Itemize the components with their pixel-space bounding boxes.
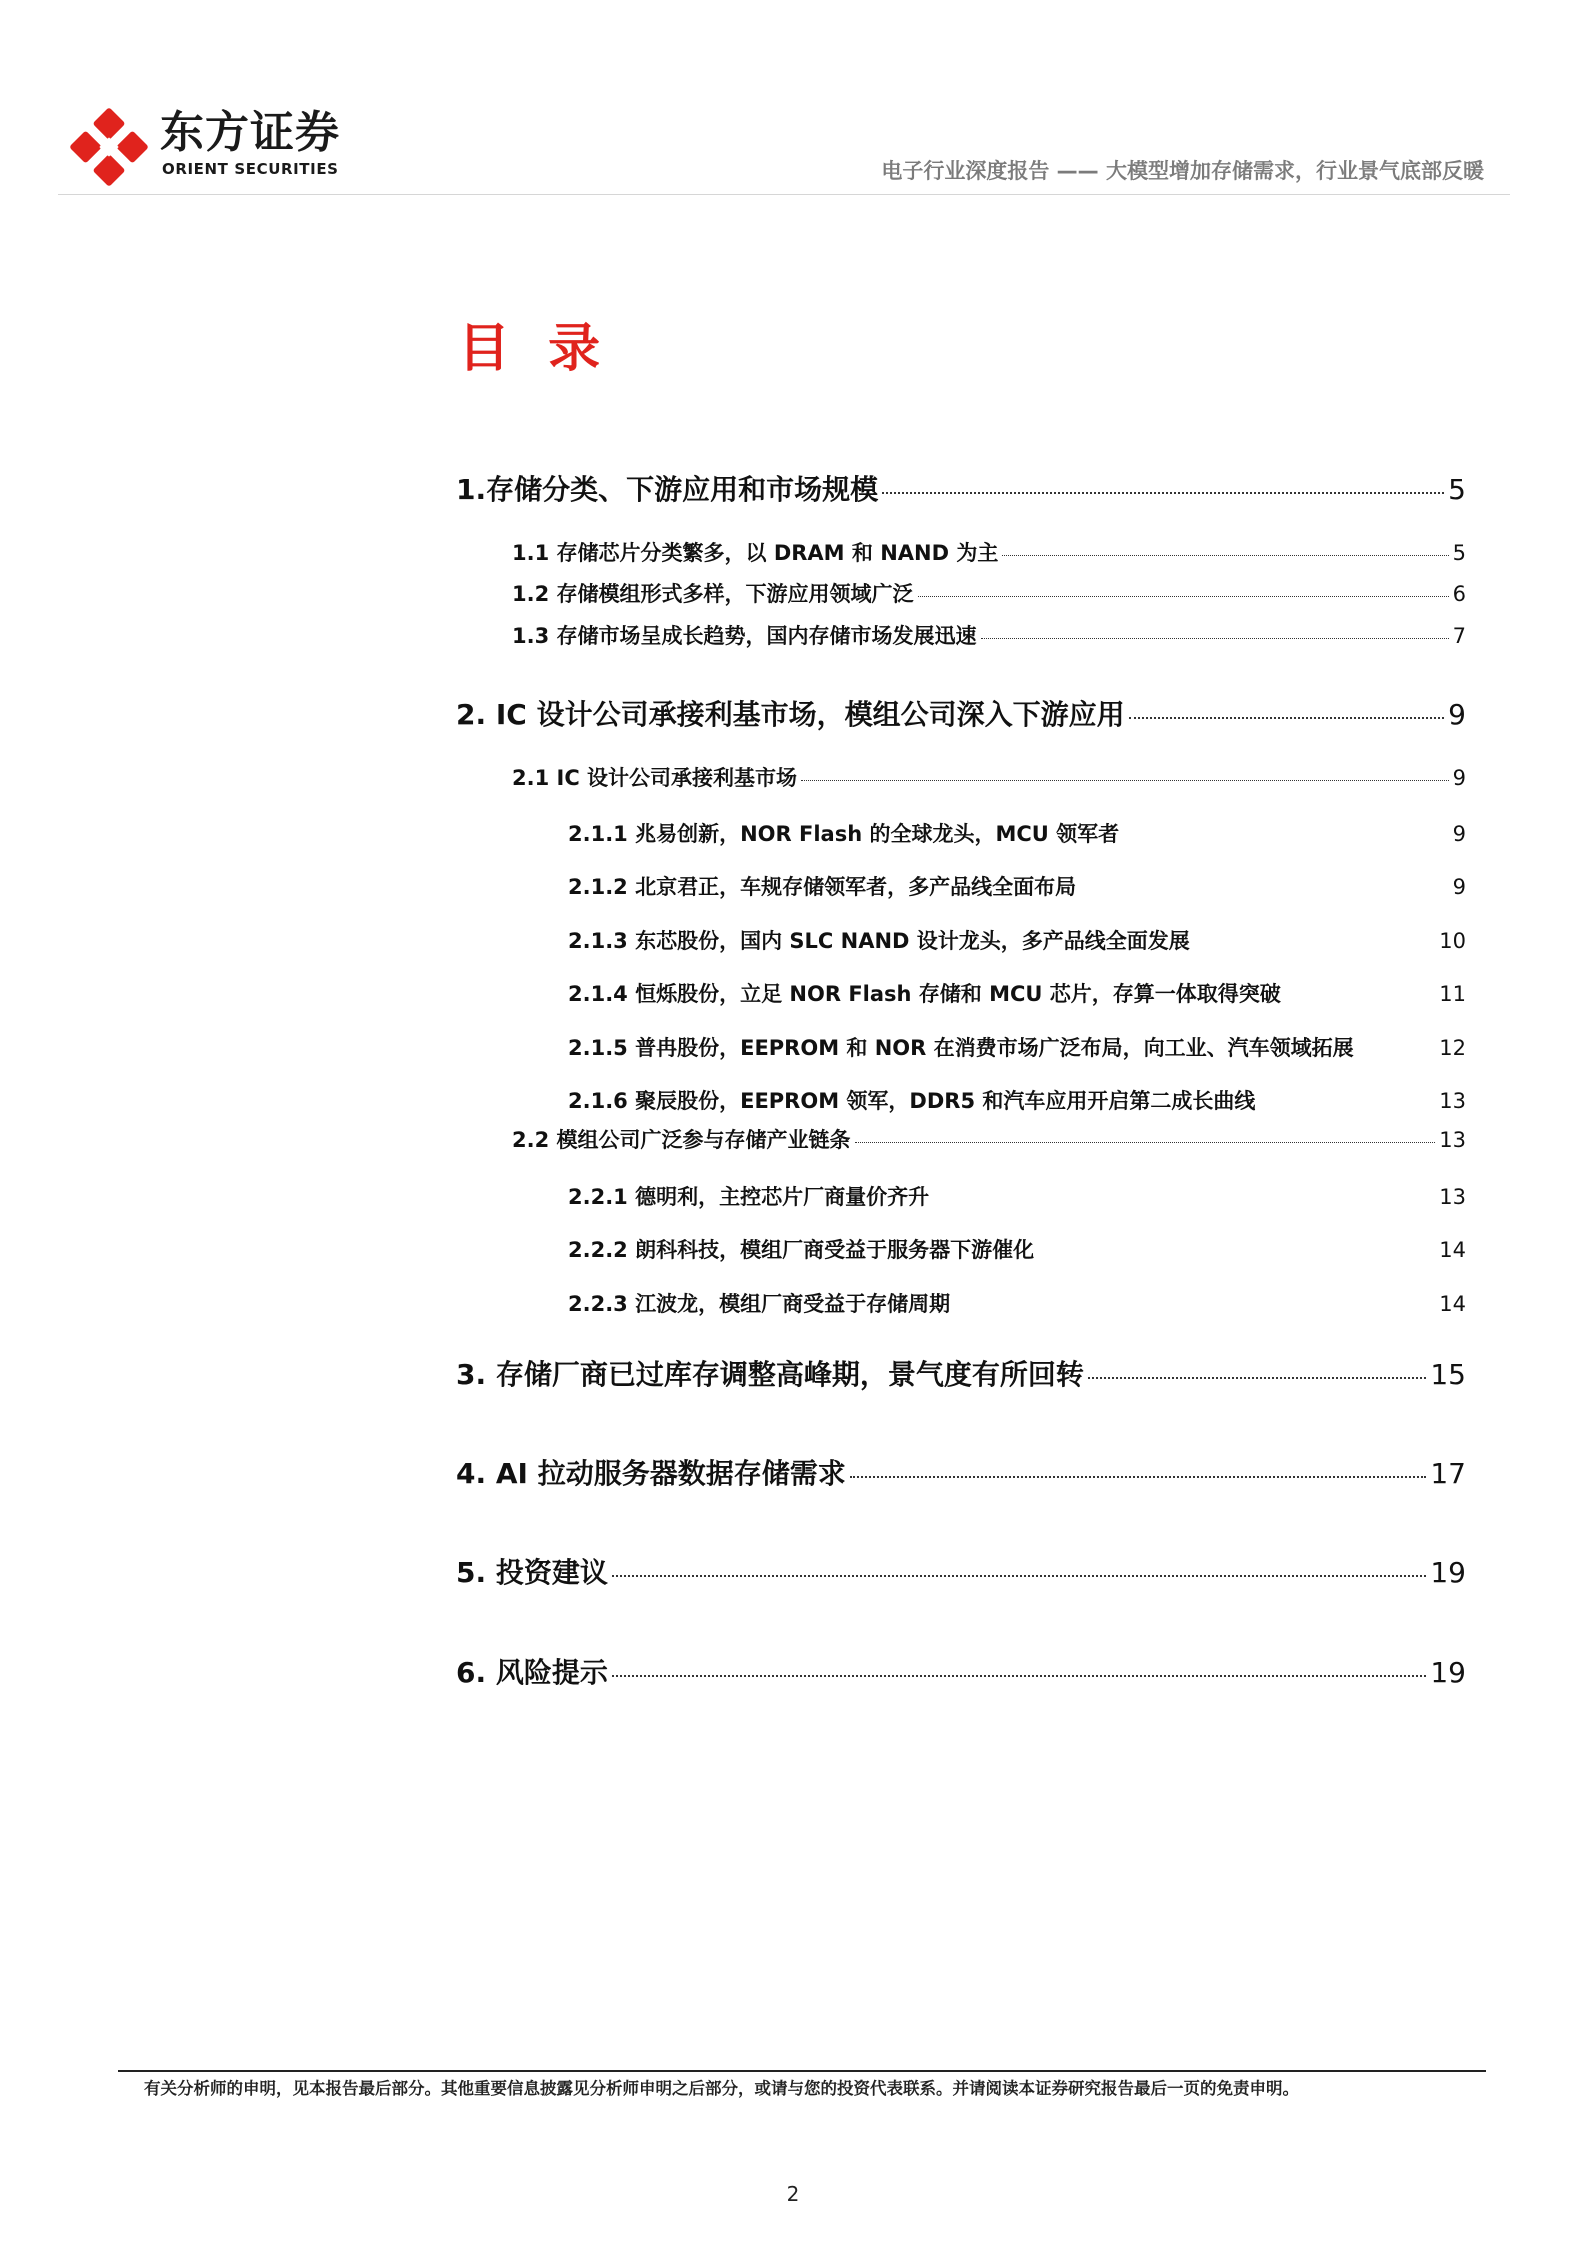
toc-leader-space xyxy=(1194,941,1435,943)
toc-entry-page: 9 xyxy=(1452,766,1466,790)
toc-entry-label: 2.2 模组公司广泛参与存储产业链条 xyxy=(512,1128,851,1152)
toc-dot-leader xyxy=(855,1142,1436,1143)
toc-entry-page: 9 xyxy=(1448,698,1466,731)
toc-entry-label: 6. 风险提示 xyxy=(456,1656,608,1689)
toc-entry-page: 6 xyxy=(1452,582,1466,606)
brand-name-cn: 东方证券 xyxy=(160,107,340,158)
toc-leader-space xyxy=(954,1304,1435,1306)
toc-entry-1[interactable] xyxy=(456,468,1466,508)
toc-leader-space xyxy=(1358,1048,1436,1050)
toc-dot-leader xyxy=(1129,717,1445,719)
toc-entry-page: 13 xyxy=(1439,1185,1466,1209)
toc-title: 目 录 xyxy=(458,319,611,379)
toc-entry-label: 2.1.3 东芯股份，国内 SLC NAND 设计龙头，多产品线全面发展 xyxy=(568,929,1190,953)
toc-entry-page: 11 xyxy=(1439,982,1466,1006)
toc-dot-leader xyxy=(1088,1377,1426,1379)
toc-entry-2-2[interactable] xyxy=(512,1124,1466,1154)
toc-dot-leader xyxy=(801,780,1449,781)
page-number: 2 xyxy=(786,2182,800,2206)
toc-entry-2-2-1[interactable] xyxy=(568,1181,1466,1211)
toc-leader-space xyxy=(1080,887,1449,889)
toc-dot-leader xyxy=(612,1675,1426,1677)
header-divider xyxy=(58,194,1510,195)
toc-entry-label: 1.2 存储模组形式多样，下游应用领域广泛 xyxy=(512,582,914,606)
toc-entry-2-1[interactable] xyxy=(512,762,1466,792)
toc-entry-page: 13 xyxy=(1439,1089,1466,1113)
toc-entry-page: 5 xyxy=(1448,473,1466,506)
toc-entry-2-1-3[interactable] xyxy=(568,925,1466,955)
toc-entry-2-2-2[interactable] xyxy=(568,1234,1466,1264)
toc-entry-label: 2.1.2 北京君正，车规存储领军者，多产品线全面布局 xyxy=(568,875,1077,899)
toc-entry-label: 1.1 存储芯片分类繁多，以 DRAM 和 NAND 为主 xyxy=(512,541,999,565)
toc-entry-page: 7 xyxy=(1452,624,1466,648)
toc-dot-leader xyxy=(850,1476,1427,1478)
toc-entry-page: 17 xyxy=(1430,1457,1466,1490)
toc-entry-label: 2.1.4 恒烁股份，立足 NOR Flash 存储和 MCU 芯片，存算一体取得突破 xyxy=(568,982,1281,1006)
footer-disclaimer: 有关分析师的申明，见本报告最后部分。其他重要信息披露见分析师申明之后部分，或请与您的投资代表联系。并请阅读本证券研究报告最后一页的免责申明。 xyxy=(144,2079,1299,2098)
orient-securities-logo-icon xyxy=(70,108,148,186)
toc-entry-page: 12 xyxy=(1439,1036,1466,1060)
toc-entry-4[interactable] xyxy=(456,1452,1466,1492)
toc-entry-2[interactable] xyxy=(456,693,1466,733)
toc-entry-label: 2.1.1 兆易创新，NOR Flash 的全球龙头，MCU 领军者 xyxy=(568,822,1120,846)
toc-entry-6[interactable] xyxy=(456,1651,1466,1691)
toc-entry-1-3[interactable] xyxy=(512,620,1466,650)
toc-entry-page: 9 xyxy=(1452,875,1466,899)
toc-entry-page: 15 xyxy=(1430,1358,1466,1391)
toc-entry-2-1-6[interactable] xyxy=(568,1085,1466,1115)
toc-entry-page: 14 xyxy=(1439,1292,1466,1316)
toc-entry-5[interactable] xyxy=(456,1551,1466,1591)
toc-entry-2-1-1[interactable] xyxy=(568,818,1466,848)
toc-entry-page: 14 xyxy=(1439,1238,1466,1262)
footer-divider xyxy=(118,2070,1486,2072)
toc-entry-page: 5 xyxy=(1452,541,1466,565)
toc-entry-page: 19 xyxy=(1430,1556,1466,1589)
toc-entry-label: 1.存储分类、下游应用和市场规模 xyxy=(456,473,879,506)
toc-leader-space xyxy=(933,1197,1435,1199)
toc-entry-label: 2. IC 设计公司承接利基市场，模组公司深入下游应用 xyxy=(456,698,1125,731)
toc-entry-page: 10 xyxy=(1439,929,1466,953)
toc-entry-2-1-2[interactable] xyxy=(568,871,1466,901)
toc-entry-label: 2.2.1 德明利，主控芯片厂商量价齐升 xyxy=(568,1185,930,1209)
toc-leader-space xyxy=(1038,1250,1435,1252)
toc-leader-space xyxy=(1123,834,1448,836)
toc-entry-label: 5. 投资建议 xyxy=(456,1556,608,1589)
toc-entry-page: 19 xyxy=(1430,1656,1466,1689)
toc-entry-2-1-5[interactable] xyxy=(568,1032,1466,1062)
toc-entry-label: 2.1.5 普冉股份，EEPROM 和 NOR 在消费市场广泛布局，向工业、汽车领域拓展 xyxy=(568,1036,1354,1060)
toc-entry-label: 2.1.6 聚辰股份，EEPROM 领军，DDR5 和汽车应用开启第二成长曲线 xyxy=(568,1089,1256,1113)
toc-entry-label: 2.2.2 朗科科技，模组厂商受益于服务器下游催化 xyxy=(568,1238,1035,1262)
toc-entry-label: 2.1 IC 设计公司承接利基市场 xyxy=(512,766,798,790)
toc-entry-1-2[interactable] xyxy=(512,578,1466,608)
toc-entry-3[interactable] xyxy=(456,1353,1466,1393)
toc-entry-label: 3. 存储厂商已过库存调整高峰期，景气度有所回转 xyxy=(456,1358,1084,1391)
toc-dot-leader xyxy=(1002,555,1448,556)
toc-dot-leader xyxy=(882,492,1444,494)
toc-entry-label: 1.3 存储市场呈成长趋势，国内存储市场发展迅速 xyxy=(512,624,977,648)
toc-dot-leader xyxy=(918,596,1449,597)
toc-entry-1-1[interactable] xyxy=(512,537,1466,567)
toc-entry-page: 13 xyxy=(1439,1128,1466,1152)
toc-dot-leader xyxy=(612,1575,1426,1577)
toc-entry-page: 9 xyxy=(1452,822,1466,846)
toc-leader-space xyxy=(1259,1101,1435,1103)
toc-entry-label: 2.2.3 江波龙，模组厂商受益于存储周期 xyxy=(568,1292,951,1316)
toc-entry-label: 4. AI 拉动服务器数据存储需求 xyxy=(456,1457,846,1490)
report-title: 电子行业深度报告 —— 大模型增加存储需求，行业景气底部反暖 xyxy=(881,159,1484,183)
brand-name-en: ORIENT SECURITIES xyxy=(162,160,339,178)
toc-leader-space xyxy=(1285,994,1435,996)
toc-entry-2-2-3[interactable] xyxy=(568,1288,1466,1318)
toc-dot-leader xyxy=(981,638,1449,639)
toc-entry-2-1-4[interactable] xyxy=(568,978,1466,1008)
